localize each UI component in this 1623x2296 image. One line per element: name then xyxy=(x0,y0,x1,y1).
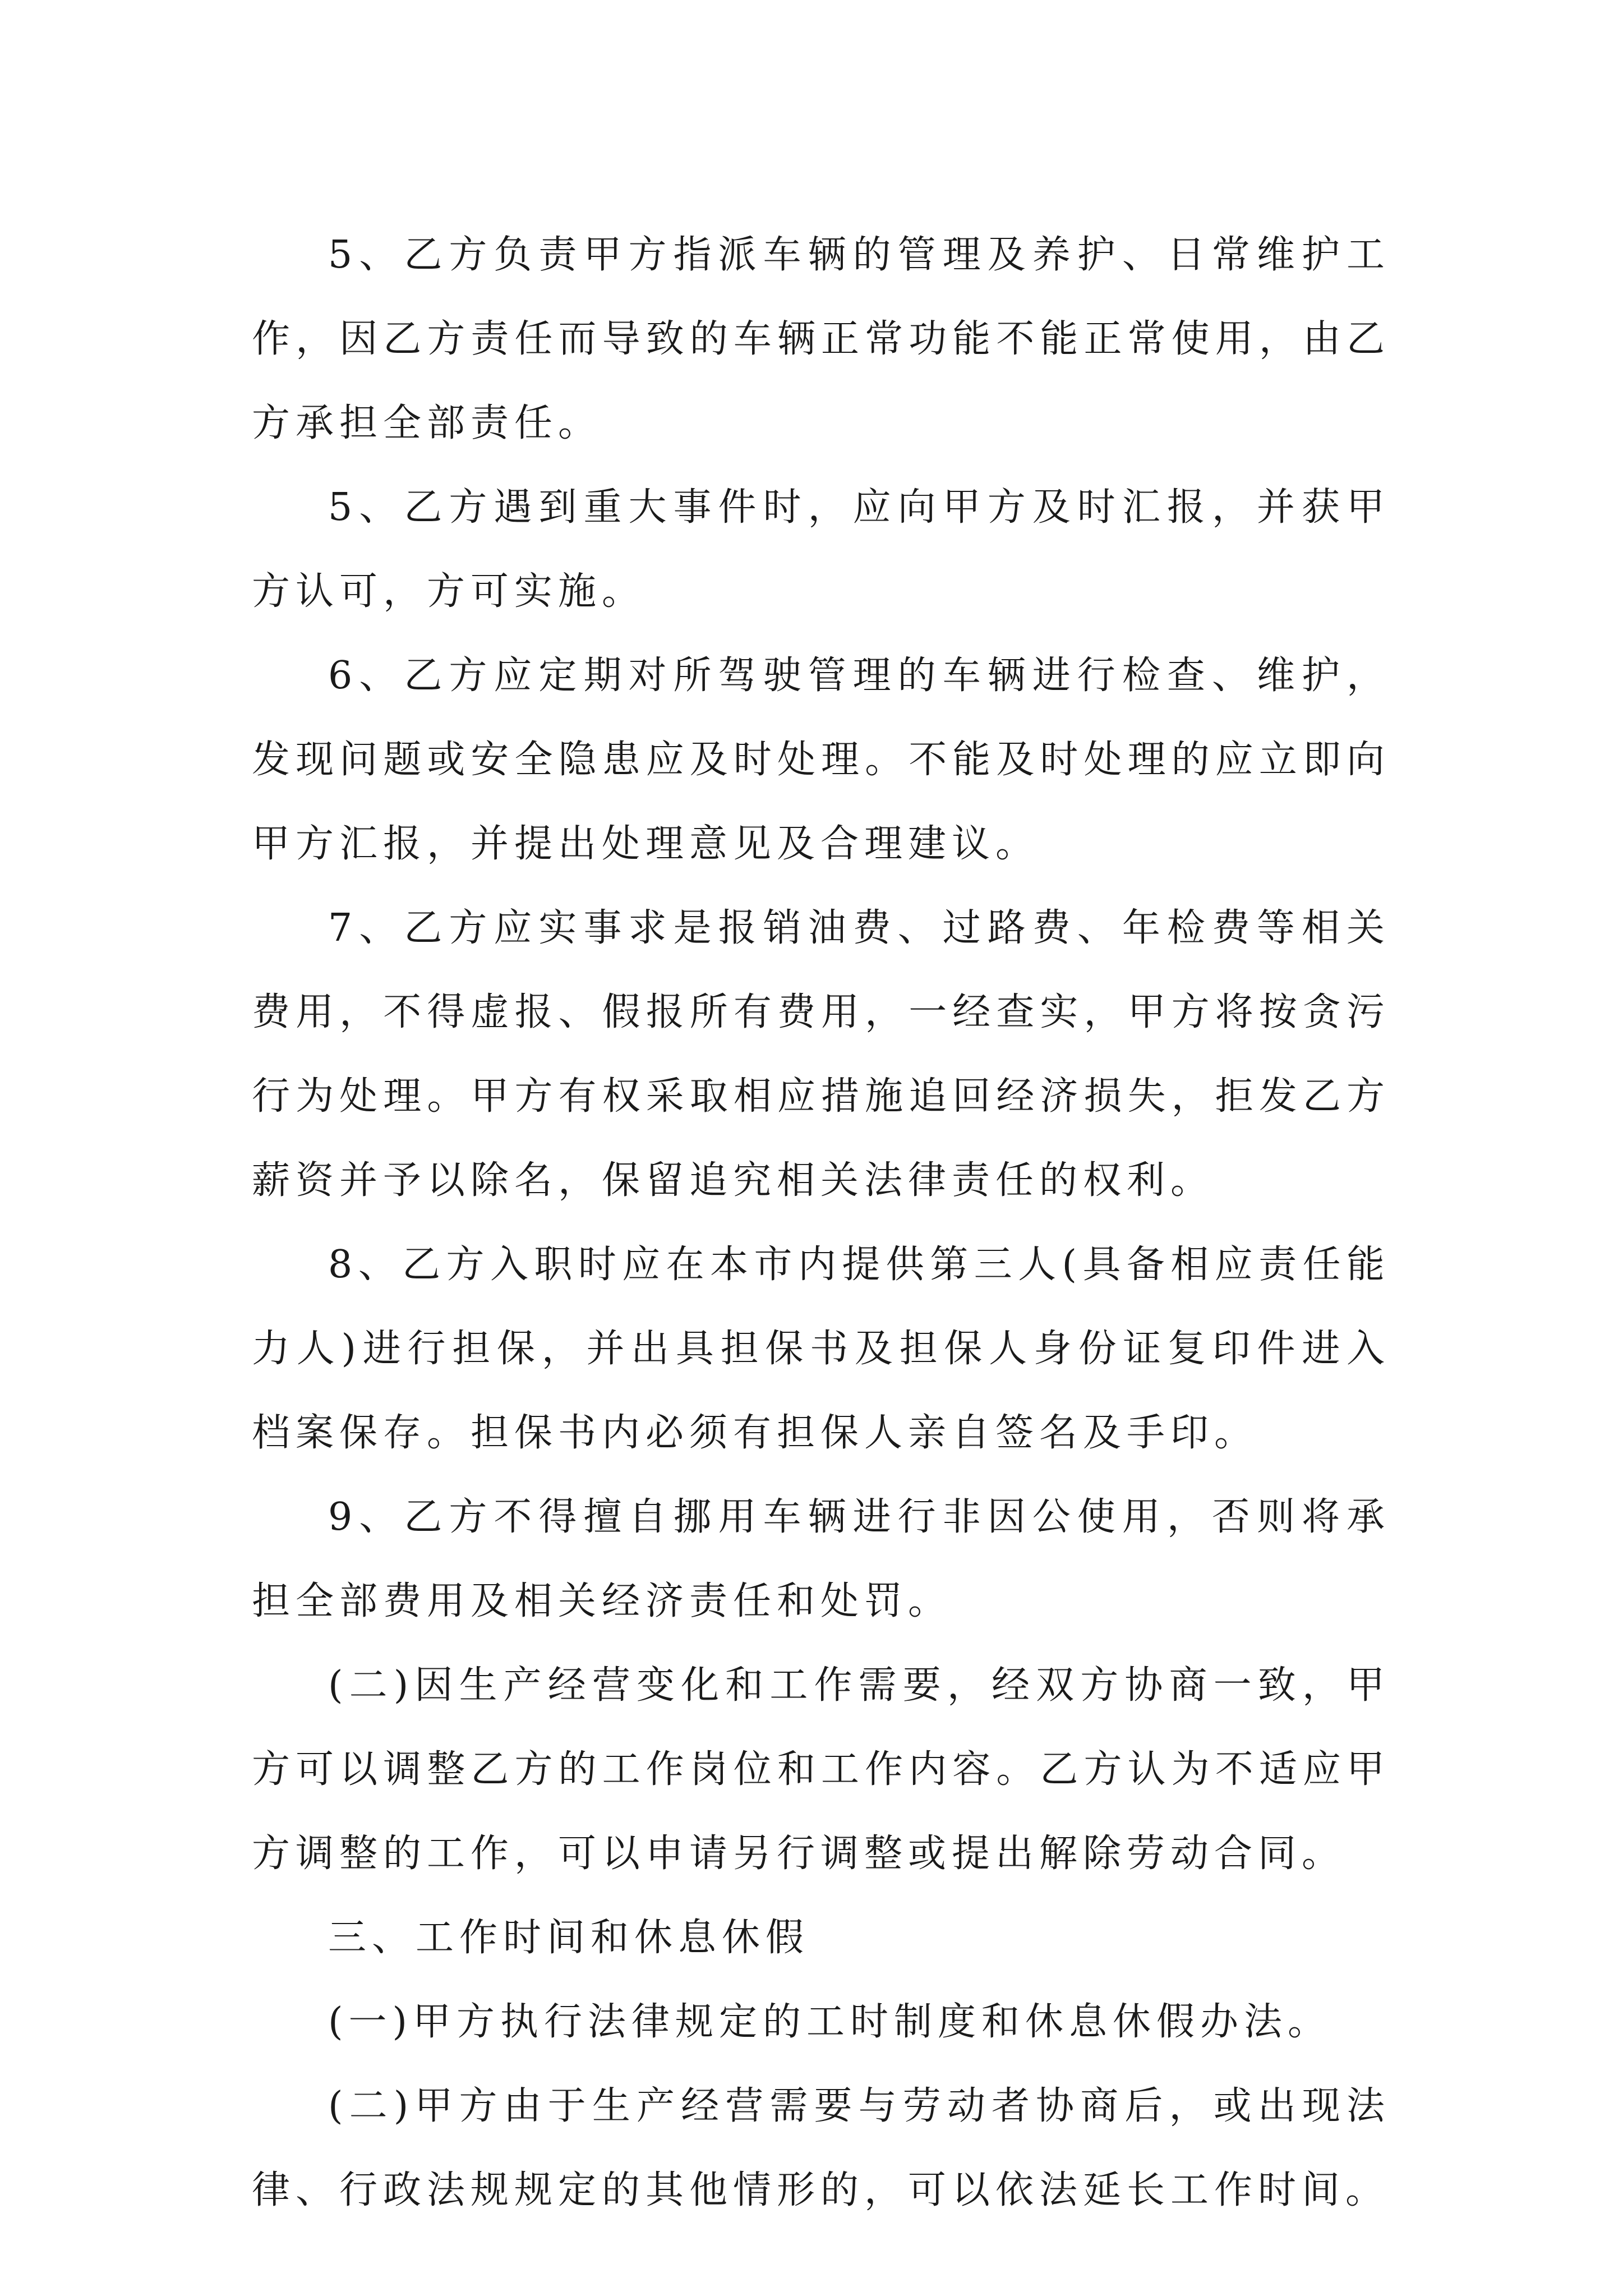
clause-5-vehicle-maintenance: 5、乙方负责甲方指派车辆的管理及养护、日常维护工作，因乙方责任而导致的车辆正常功能不能正常使用，由乙方承担全部责任。 xyxy=(252,233,1390,445)
clause-2-position-adjustment: (二)因生产经营变化和工作需要，经双方协商一致，甲方可以调整乙方的工作岗位和工作内容。乙方认为不适应甲方调整的工作，可以申请另行调整或提出解除劳动合同。 xyxy=(252,1663,1390,1876)
document-body xyxy=(252,213,1390,2233)
section-heading-working-hours: 三、工作时间和休息休假 xyxy=(328,1916,810,1960)
clause-7-expense-reimbursement: 7、乙方应实事求是报销油费、过路费、年检费等相关费用，不得虚报、假报所有费用，一经查实，甲方将按贪污行为处理。甲方有权采取相应措施追回经济损失，拒发乙方薪资并予以除名，保留追究相关法律责任的权利。 xyxy=(252,906,1390,1203)
clause-8-guarantor: 8、乙方入职时应在本市内提供第三人(具备相应责任能力人)进行担保，并出具担保书及担保人身份证复印件进入档案保存。担保书内必须有担保人亲自签名及手印。 xyxy=(252,1243,1390,1455)
clause-9-vehicle-misuse: 9、乙方不得擅自挪用车辆进行非因公使用，否则将承担全部费用及相关经济责任和处罚。 xyxy=(252,1495,1390,1623)
clause-2-overtime-extension: (二)甲方由于生产经营需要与劳动者协商后，或出现法律、行政法规规定的其他情形的，可以依法延长工作时间。 xyxy=(252,2084,1390,2212)
clause-5-major-event-report: 5、乙方遇到重大事件时，应向甲方及时汇报，并获甲方认可，方可实施。 xyxy=(252,485,1390,614)
clause-1-working-hours-system: (一)甲方执行法律规定的工时制度和休息休假办法。 xyxy=(328,2000,1332,2044)
clause-6-vehicle-inspection: 6、乙方应定期对所驾驶管理的车辆进行检查、维护，发现问题或安全隐患应及时处理。不能及时处理的应立即向甲方汇报，并提出处理意见及合理建议。 xyxy=(252,654,1390,866)
